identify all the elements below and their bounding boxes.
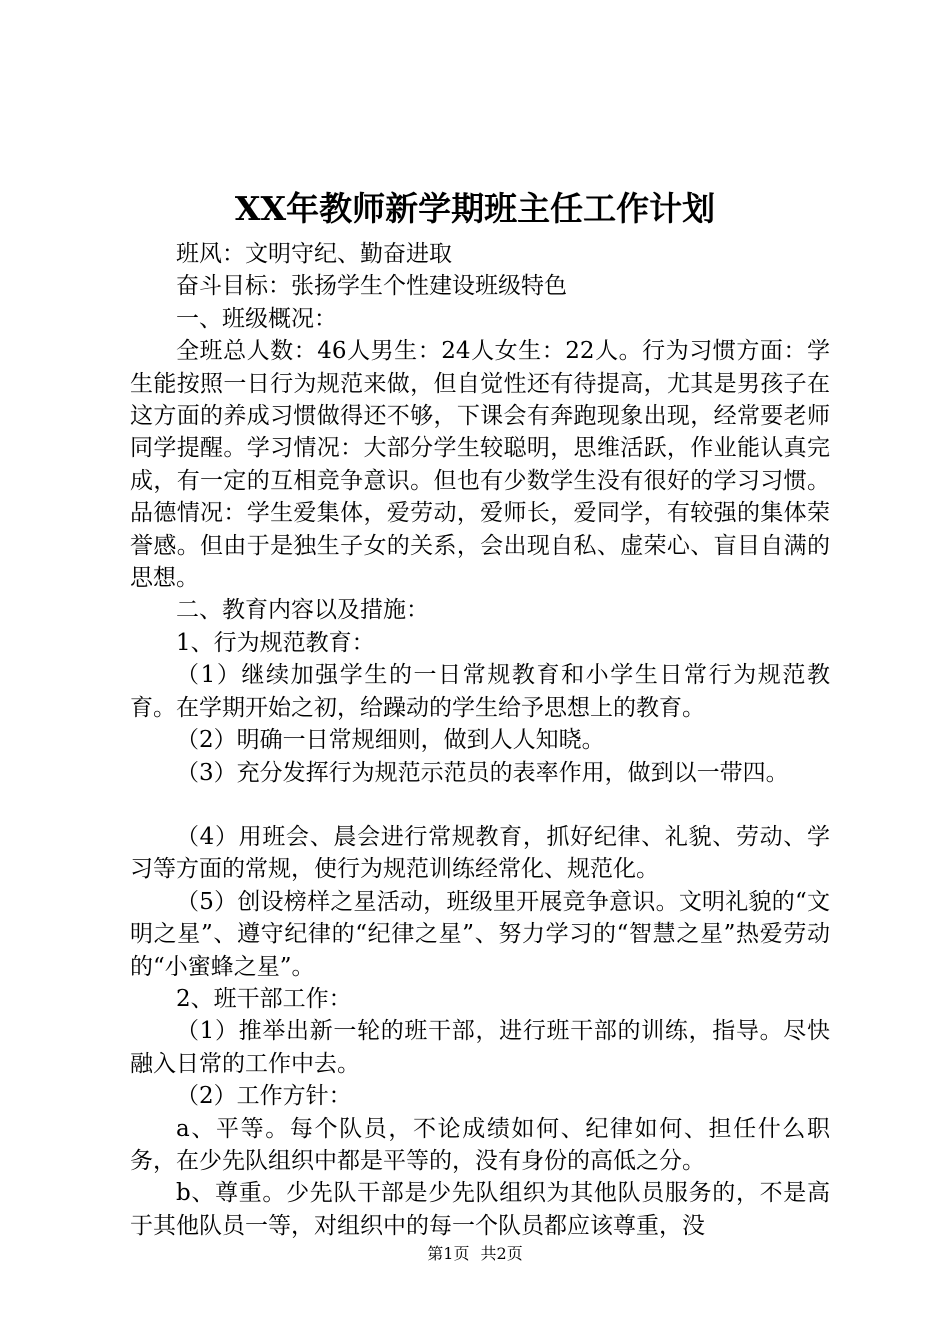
paragraph-principle-a: a、平等。每个队员，不论成绩如何、纪律如何、担任什么职务，在少先队组织中都是平等的，没有身份的高低之分。 [130, 1115, 830, 1174]
page-footer [0, 1243, 950, 1265]
document-title: XX年教师新学期班主任工作计划 [234, 189, 716, 228]
paragraph-item-3: （3）充分发挥行为规范示范员的表率作用，做到以一带四。 [176, 759, 789, 786]
section-heading-measures: 二、教育内容以及措施： [176, 597, 429, 624]
section-heading-overview: 一、班级概况： [176, 305, 337, 332]
paragraph-leaders-1: （1）推举出新一轮的班干部，进行班干部的训练，指导。尽快融入日常的工作中去。 [130, 1018, 830, 1077]
subheading-behavior-education: 1、行为规范教育： [176, 629, 375, 656]
page-total: 共2页 [480, 1244, 523, 1263]
paragraph-goal: 奋斗目标：张扬学生个性建设班级特色 [176, 273, 567, 300]
paragraph-principle-b: b、尊重。少先队干部是少先队组织为其他队员服务的，不是高于其他队员一等，对组织中的每一个队员都应该尊重，没 [130, 1180, 830, 1239]
paragraph-class-overview: 全班总人数：46人男生：24人女生：22人。行为习惯方面：学生能按照一日行为规范来做，但自觉性还有待提高，尤其是男孩子在这方面的养成习惯做得还不够，下课会有奔跑现象出现，经常要老师同学提醒。学习情况：大部分学生较聪明，思维活跃，作业能认真完成，有一定的互相竞争意识。但也有少数学生没有很好的学习习惯。品德情况：学生爱集体，爱劳动，爱师长，爱同学，有较强的集体荣誉感。但由于是独生子女的关系，会出现自私、虚荣心、盲目自满的思想。 [130, 338, 830, 592]
paragraph-class-motto: 班风：文明守纪、勤奋进取 [176, 241, 452, 267]
paragraph-leaders-2: （2）工作方针： [176, 1083, 352, 1110]
paragraph-item-2: （2）明确一日常规细则，做到人人知晓。 [176, 727, 605, 754]
page-number: 第1页 [427, 1244, 470, 1263]
paragraph-item-4: （4）用班会、晨会进行常规教育，抓好纪律、礼貌、劳动、学习等方面的常规，使行为规范训练经常化、规范化。 [130, 823, 830, 883]
subheading-class-leaders: 2、班干部工作： [176, 985, 352, 1012]
document-body [130, 238, 830, 1242]
paragraph-item-5: （5）创设榜样之星活动，班级里开展竞争意识。文明礼貌的“文明之星”、遵守纪律的“纪律之星”、努力学习的“智慧之星”热爱劳动的“小蜜蜂之星”。 [130, 888, 830, 980]
paragraph-item-1: （1）继续加强学生的一日常规教育和小学生日常行为规范教育。在学期开始之初，给躁动的学生给予思想上的教育。 [130, 662, 830, 721]
